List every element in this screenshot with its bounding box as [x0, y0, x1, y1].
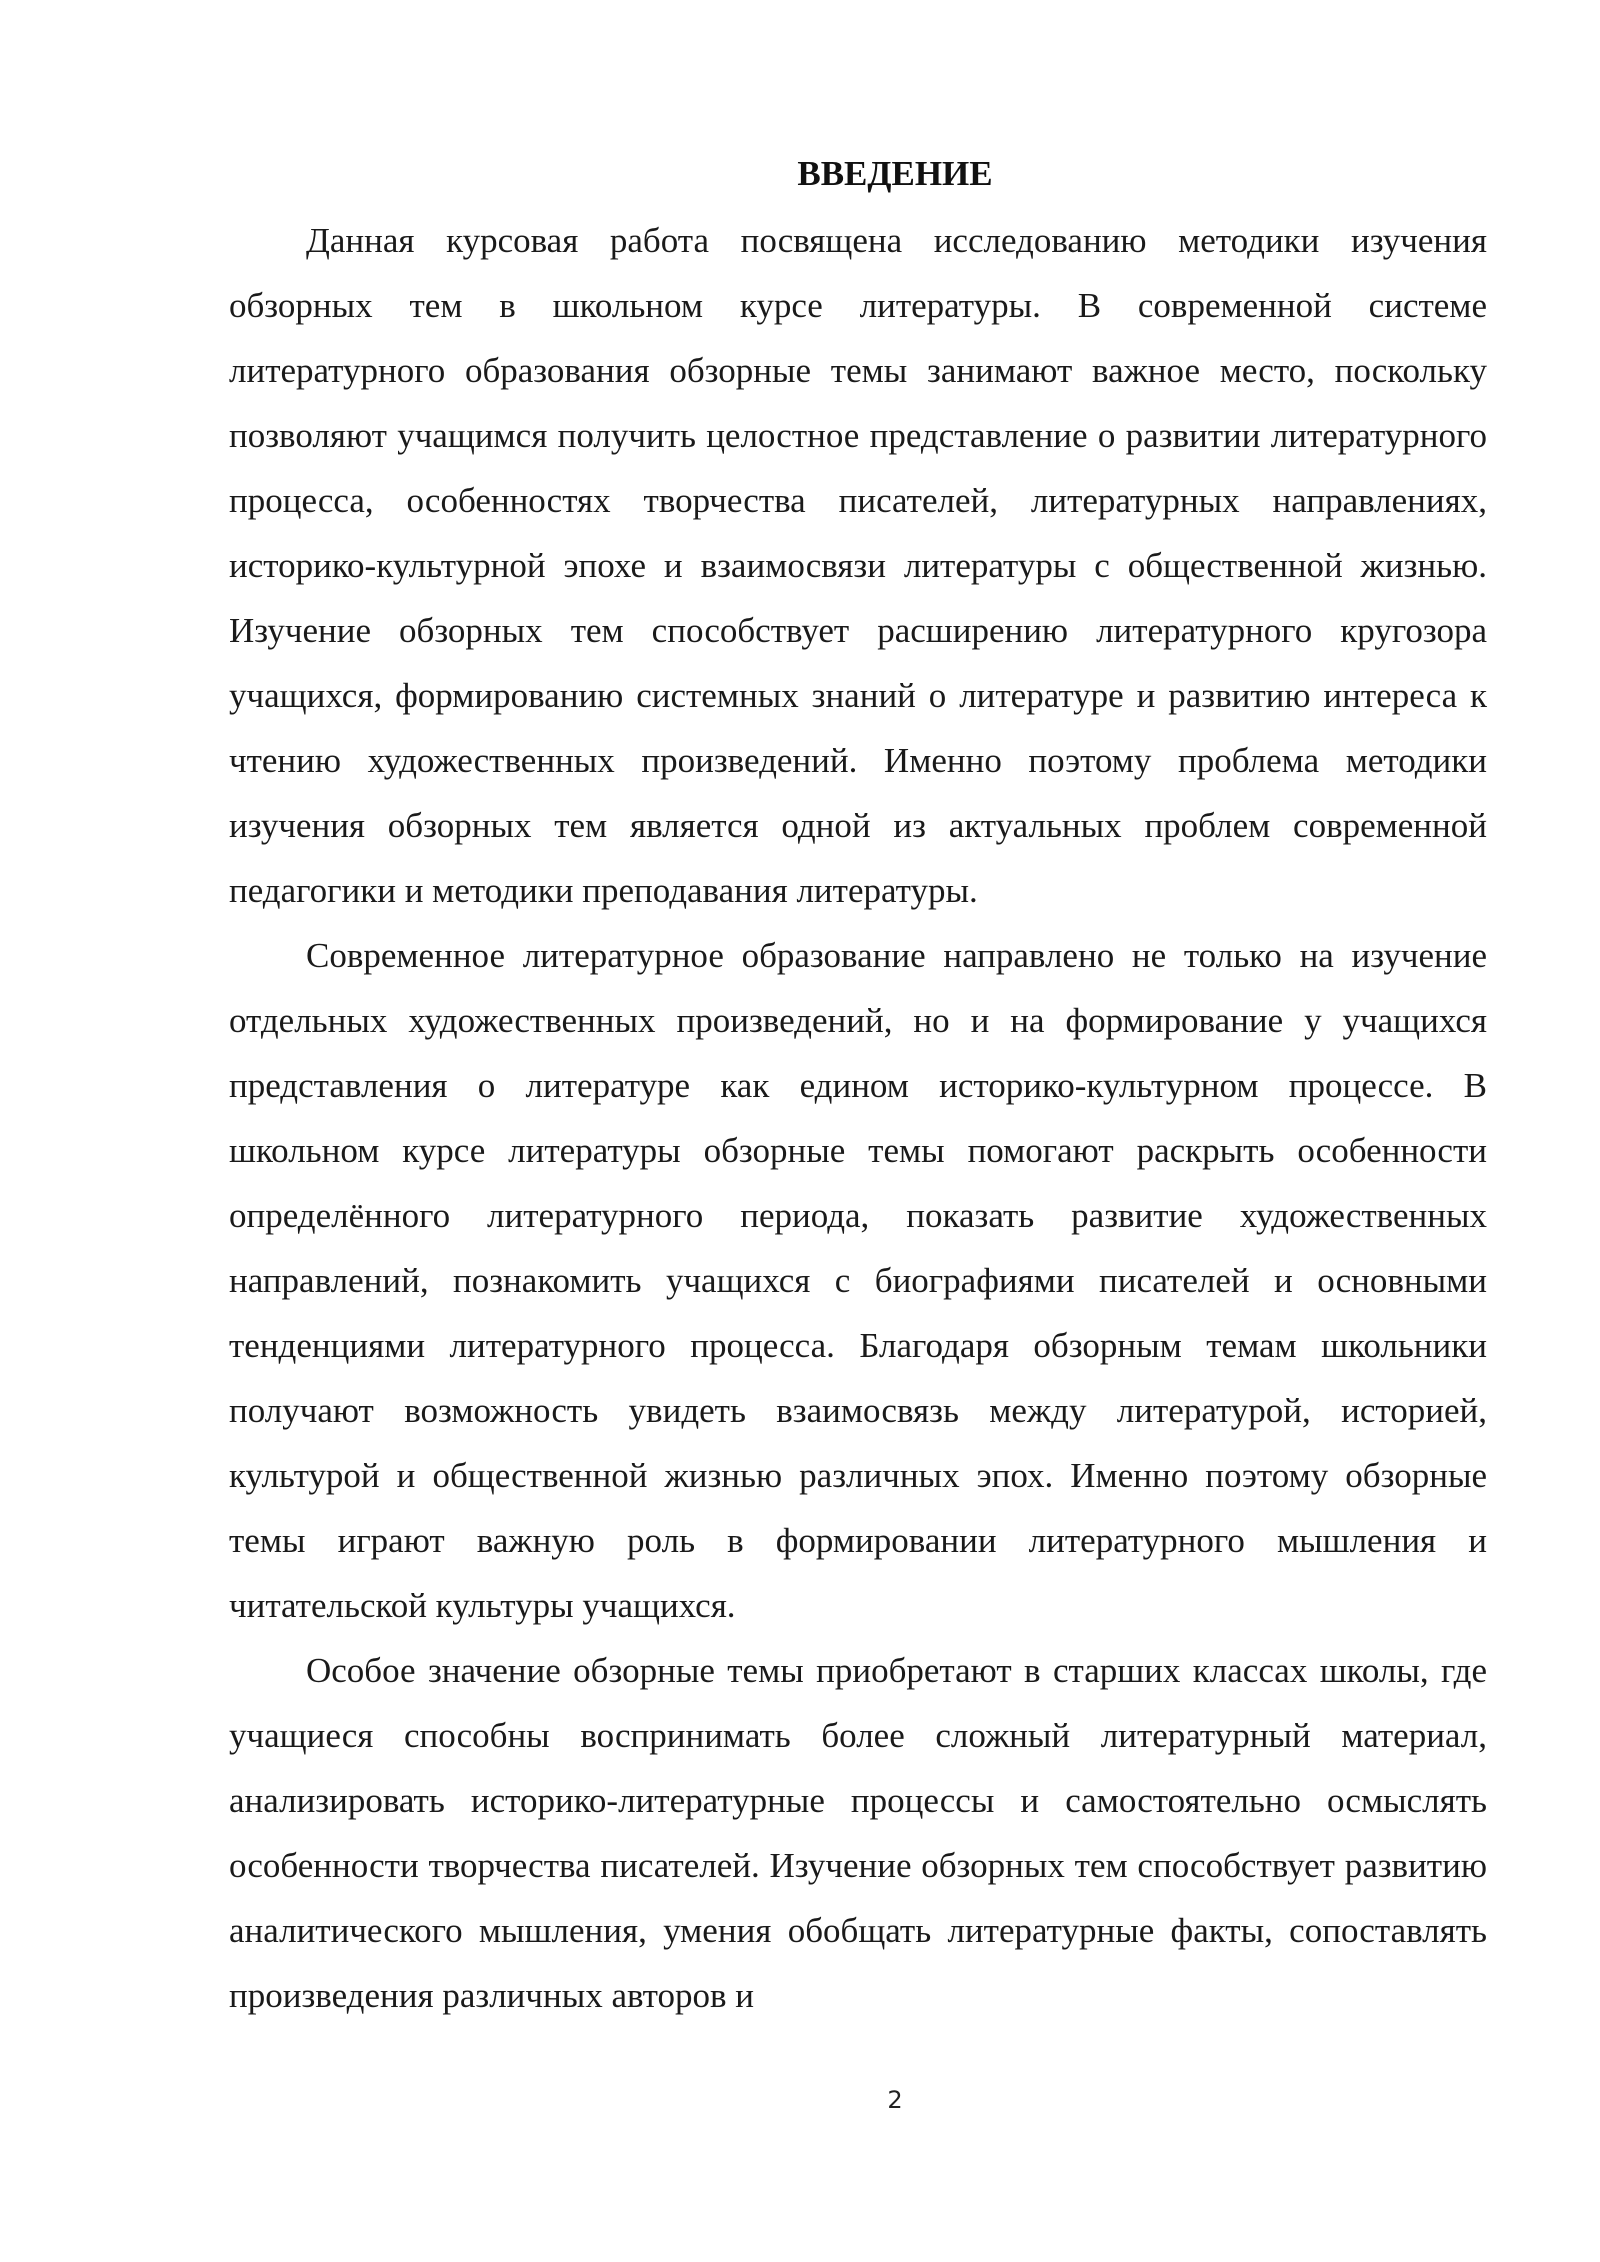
paragraph-3: Особое значение обзорные темы приобретают в старших классах школы, где учащиеся способны воспринимать более сложный литературный материал, анализировать историко-литературные процессы и самостоятельно осмыслять особенности творчества писателей. Изучение обзорных тем способствует развитию аналитического мышления, умения обобщать литературные факты, сопоставлять произведения различных авторов и [229, 1651, 1487, 2015]
section-heading: ВВЕДЕНИЕ [797, 154, 993, 193]
paragraph-1: Данная курсовая работа посвящена исследованию методики изучения обзорных тем в школьном курсе литературы. В современной системе литературного образования обзорные темы занимают важное место, поскольку позволяют учащимся получить целостное представление о развитии литературного процесса, особенностях творчества писателей, литературных направлениях, историко-культурной эпохе и взаимосвязи литературы с общественной жизнью. Изучение обзорных тем способствует расширению литературного кругозора учащихся, формированию системных знаний о литературе и развитию интереса к чтению художественных произведений. Именно поэтому проблема методики изучения обзорных тем является одной из актуальных проблем современной педагогики и методики преподавания литературы. [229, 221, 1487, 910]
document-body [229, 208, 1487, 2028]
paragraph-2: Современное литературное образование направлено не только на изучение отдельных художественных произведений, но и на формирование у учащихся представления о литературе как едином историко-культурном процессе. В школьном курсе литературы обзорные темы помогают раскрыть особенности определённого литературного периода, показать развитие художественных направлений, познакомить учащихся с биографиями писателей и основными тенденциями литературного процесса. Благодаря обзорным темам школьники получают возможность увидеть взаимосвязь между литературой, историей, культурой и общественной жизнью различных эпох. Именно поэтому обзорные темы играют важную роль в формировании литературного мышления и читательской культуры учащихся. [229, 936, 1487, 1625]
page-number: 2 [887, 2086, 903, 2114]
